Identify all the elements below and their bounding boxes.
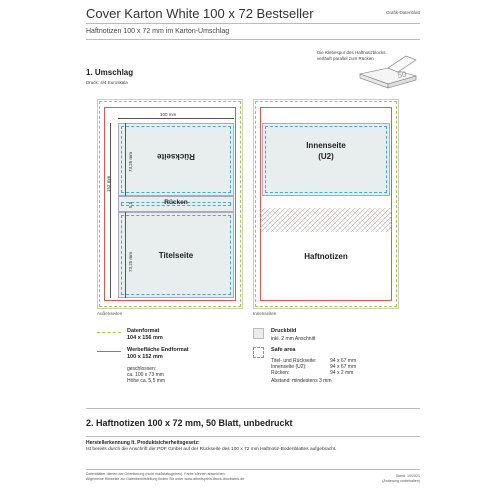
adhesive-note: Die Klebespur des Haftnotizblocks verläuft parallel zum Rücken xyxy=(317,50,386,61)
endformat-label: Werbefläche Endformat xyxy=(127,347,189,353)
footer-disclaimer: Datenblätter dienen der Orientierung (nicht maßstabsgetreu). Farbe können abweichen. xyxy=(86,472,226,476)
front-cover-title: Titelseite xyxy=(158,251,194,260)
height-dimension-line xyxy=(110,123,111,298)
datenformat-label: Datenformat xyxy=(127,328,160,334)
height-dimension: 152 mm xyxy=(106,175,111,192)
footer-general-note: Allgemeine Hinweise zur Datenbereitstellung finden Sie unter www.arbeitspreis-druck-druckwerk.de xyxy=(86,477,245,481)
adhesive-strip-pattern xyxy=(260,208,392,232)
safe-row-name: Innenseite (U2): xyxy=(271,364,307,370)
section2-divider xyxy=(86,408,420,409)
endformat-swatch xyxy=(97,351,121,352)
width-dimension-line xyxy=(118,118,234,119)
document-subtitle: Haftnotizen 100 x 72 mm im Karton-Umschlag xyxy=(86,28,230,35)
inside-cover-title: Innenseite xyxy=(306,141,346,150)
datenformat-swatch xyxy=(97,332,121,333)
footer-bottom-divider xyxy=(86,469,420,470)
safe-row-name: Titel- und Rückseite: xyxy=(271,358,317,364)
header-divider xyxy=(86,23,420,24)
druckbild-label: Druckbild xyxy=(271,328,297,334)
druckbild-swatch xyxy=(253,328,264,339)
spine-dimension: 5,5 xyxy=(128,201,133,208)
footer-ref-note: (Änderung vorbehalten) xyxy=(382,479,420,483)
safe-area-note: Abstand: mindestens 3 mm xyxy=(271,378,332,384)
section-haftnotizen-heading: 2. Haftnotizen 100 x 72 mm, 50 Blatt, unbedruckt xyxy=(86,418,293,428)
druck-info: Druck: 4/4 Euroskala xyxy=(86,80,128,85)
herstellerkennung-label: Herstellerkennung lt. Produktsicherheitsgesetz: xyxy=(86,440,200,446)
safe-row-name: Rücken: xyxy=(271,370,290,376)
section-umschlag-heading: 1. Umschlag xyxy=(86,68,134,77)
druckbild-note: inkl. 2 mm Anschnitt xyxy=(271,336,316,342)
geschlossen-height: Höhe ca. 5,5 mm xyxy=(127,378,166,384)
back-cover-title: Rückseite xyxy=(157,152,195,161)
outer-panel-label: Außenseiten xyxy=(97,311,123,316)
inside-cover-subtitle: (U2) xyxy=(318,152,334,161)
notepad-number: 50 xyxy=(396,69,408,80)
inner-panel-label: Innenseiten xyxy=(253,311,277,316)
grafik-datenblatt-label: Grafik-Datenblatt xyxy=(385,10,420,15)
safe-row-value: 94 x 67 mm xyxy=(330,358,357,364)
subtitle-divider xyxy=(86,39,420,40)
safe-area-label: Safe area xyxy=(271,347,296,353)
notes-title: Haftnotizen xyxy=(304,252,348,261)
footer-ref: Stand: 10/2021 xyxy=(395,474,420,478)
spine-title: Rücken xyxy=(164,199,188,206)
geschlossen-size: ca. 100 x 73 mm xyxy=(127,372,164,378)
top-face-dimension: 73,25 mm xyxy=(128,151,133,172)
width-dimension: 100 mm xyxy=(160,112,177,117)
document-title: Cover Karton White 100 x 72 Bestseller xyxy=(86,6,314,21)
safe-area-swatch xyxy=(253,347,264,358)
bottom-face-dimension-line xyxy=(125,212,126,298)
top-face-dimension-line xyxy=(125,123,126,196)
footer-divider xyxy=(86,436,420,437)
endformat-value: 100 x 152 mm xyxy=(127,354,163,360)
bottom-face-dimension: 73,25 mm xyxy=(128,251,133,272)
notepad-illustration-icon xyxy=(358,50,418,90)
safe-row-value: 94 x 67 mm xyxy=(330,364,357,370)
geschlossen-label: geschlossen: xyxy=(127,366,157,372)
herstellerkennung-text: Ist bereits durch die Anschrift der PDF GmbH auf der Rückseite des 100 x 72 mm Haftnotiz-Bodenblattes aufgebracht. xyxy=(86,447,337,452)
datenformat-value: 104 x 156 mm xyxy=(127,335,163,341)
safe-row-value: 94 x 2 mm xyxy=(330,370,354,376)
